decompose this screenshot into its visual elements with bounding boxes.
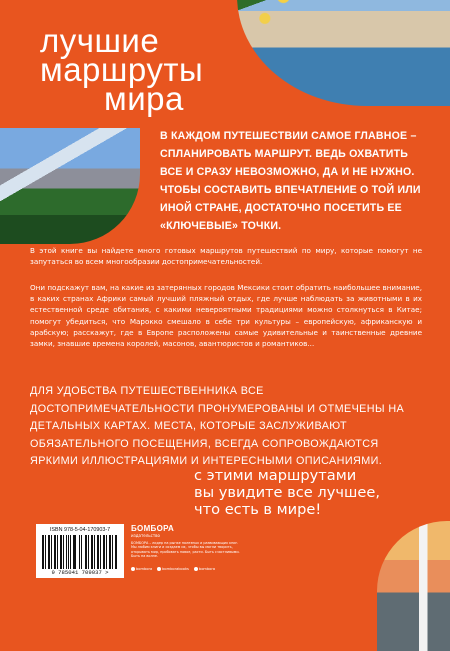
title-line-3: мира xyxy=(104,84,190,113)
title-line-2: маршруты xyxy=(40,55,190,84)
instagram-icon xyxy=(131,567,135,571)
telegram-icon xyxy=(194,567,198,571)
barcode-bar xyxy=(51,535,52,569)
barcode-bar xyxy=(57,535,58,569)
features-text: ДЛЯ УДОБСТВА ПУТЕШЕСТВЕННИКА ВСЕ ДОСТОПРИМЕЧАТЕЛЬНОСТИ ПРОНУМЕРОВАНЫ И ОТМЕЧЕНЫ НА ДЕТАЛЬНЫХ КАРТАХ. МЕСТА, КОТОРЫЕ ЗАСЛУЖИВАЮТ ОБЯЗАТЕЛЬНОГО ПОСЕЩЕНИЯ, ВСЕГДА СОПРОВОЖДАЮТСЯ ЯРКИМИ ИЛЛЮСТРАЦИЯМИ И ИНТЕРЕСНЫМИ ОПИСАНИЯМИ. xyxy=(30,383,430,471)
social-vk xyxy=(157,567,189,571)
title-line-1: лучшие xyxy=(40,26,190,55)
slogan-line-3: что есть в мире! xyxy=(194,501,434,518)
mountain-church-photo xyxy=(0,128,140,244)
barcode-bar xyxy=(75,535,76,569)
barcode-bars xyxy=(42,535,118,569)
book-title xyxy=(40,26,190,113)
barcode-bar xyxy=(81,535,82,569)
slogan-line-2: вы увидите все лучшее, xyxy=(194,484,434,501)
lead-text: В КАЖДОМ ПУТЕШЕСТВИИ САМОЕ ГЛАВНОЕ – СПЛАНИРОВАТЬ МАРШРУТ. ВЕДЬ ОХВАТИТЬ ВСЕ И СРАЗУ НЕВОЗМОЖНО, ДА И НЕ НУЖНО. ЧТОБЫ СОСТАВИТЬ ВПЕЧАТЛЕНИЕ О ТОЙ ИЛИ ИНОЙ СТРАНЕ, ДОСТАТОЧНО ПОСЕТИТЬ ЕЕ «КЛЮЧЕВЫЕ» ТОЧКИ. xyxy=(160,127,425,235)
publisher-logo: БОМБОРА xyxy=(131,524,174,533)
amalfi-coast-photo xyxy=(237,0,450,106)
slogan xyxy=(194,467,434,518)
social-label: bomborabooks xyxy=(162,567,189,571)
paragraph-2: Они подскажут вам, на какие из затерянных городов Мексики стоит обратить наибольшее внимание, в каких странах Африки самый лучший пляжный отдых, где лучше наблюдать за животными в их естественной среде обитания, с какими невероятными традициями можно столкнуться в Китае; помогут убедиться, что Марокко смешало в себе три культуры – европейскую, африканскую и арабскую; расскажут, где в Европе расположены самые удивительные и таинственные древние замки, знавшие времена королей, масонов, авантюристов и романтиков... xyxy=(30,282,422,349)
social-telegram xyxy=(194,567,215,571)
barcode-digits: 9 785041 709037 > xyxy=(36,569,124,576)
publisher-subtitle: издательство xyxy=(131,533,160,538)
slogan-line-1: с этими маршрутами xyxy=(194,467,434,484)
barcode-bar xyxy=(116,535,117,569)
vk-icon xyxy=(157,567,161,571)
social-label: bombora xyxy=(136,567,152,571)
barcode-bar xyxy=(100,535,101,569)
isbn-number: ISBN 978-5-04-170903-7 xyxy=(36,524,124,533)
barcode xyxy=(36,524,124,578)
publisher-note: БОМБОРА – лидер на рынке полезных и развивающих книг. Мы любим книги и создаем их, чтобы вы могли творить, открывать мир, пробовать новое, расти. Быть счастливыми. Быть на волне. xyxy=(131,541,241,559)
lighthouse-photo xyxy=(377,521,450,651)
paragraph-1: В этой книге вы найдете много готовых маршрутов путешествий по миру, которые помогут не запутаться во всем многообразии достопримечательностей. xyxy=(30,245,422,267)
social-label: bombora xyxy=(199,567,215,571)
barcode-bar xyxy=(70,535,71,569)
barcode-bar xyxy=(110,535,111,569)
social-instagram xyxy=(131,567,152,571)
social-links xyxy=(131,567,271,571)
barcode-bar xyxy=(106,535,107,569)
